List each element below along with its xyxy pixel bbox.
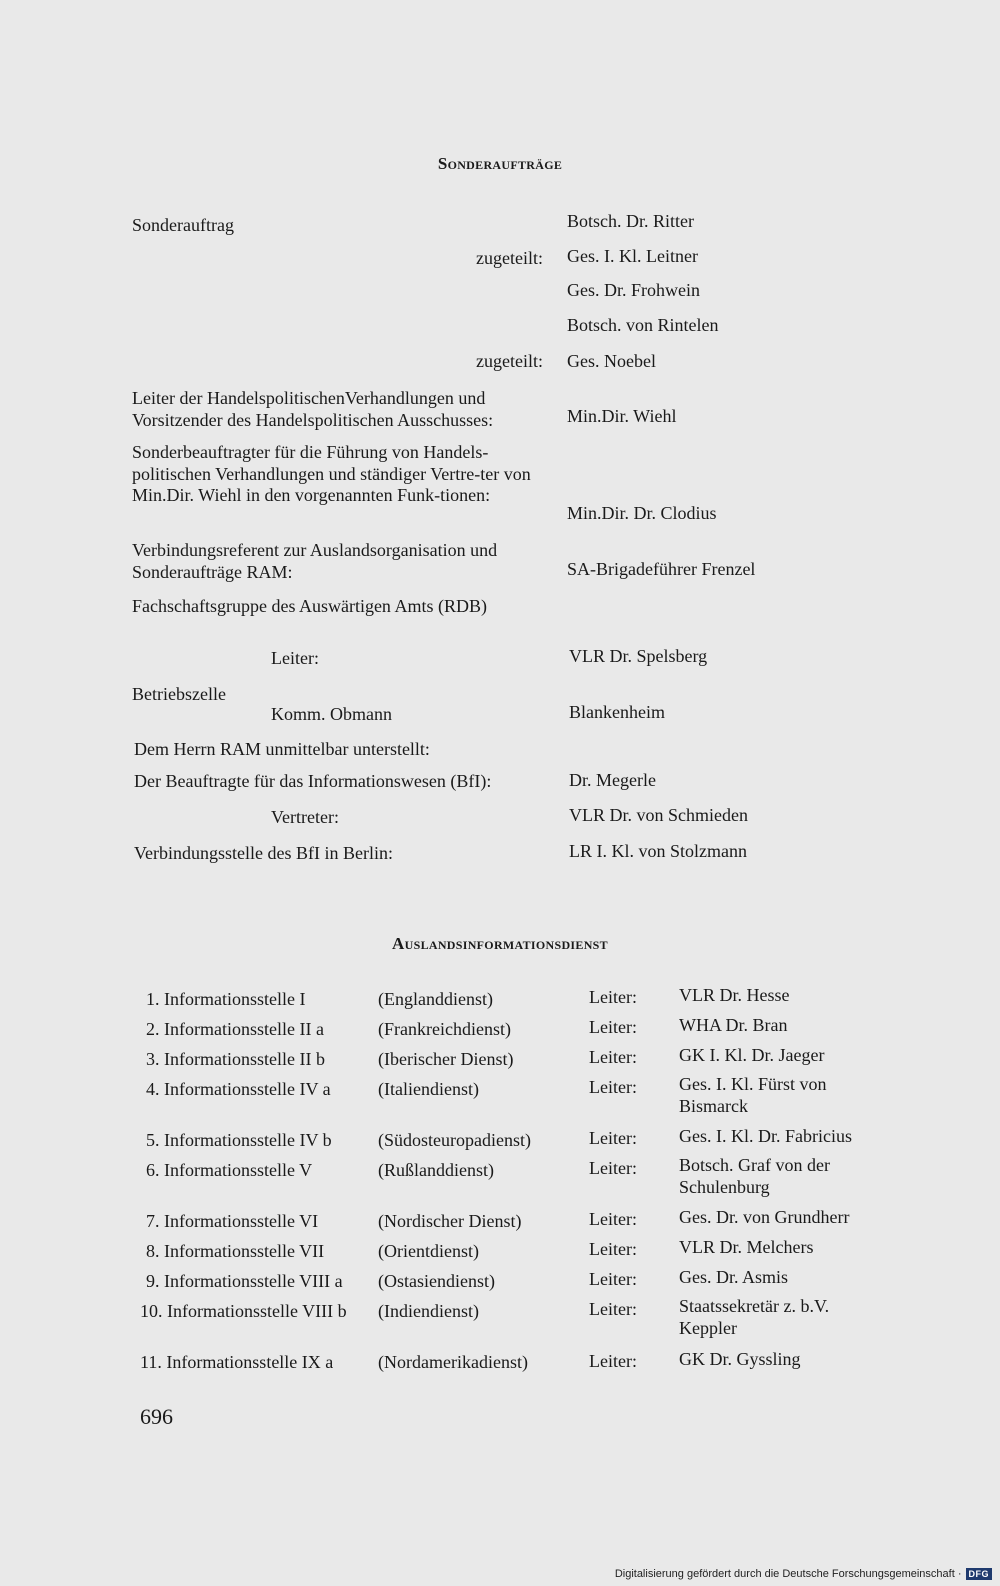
table-cell-name: 5. Informationsstelle IV b [146,1130,332,1150]
row-right-value: Dr. Megerle [569,770,656,790]
row-left-label: Fachschaftsgruppe des Auswärtigen Amts (RDB) [132,596,487,616]
row-right-value: Ges. I. Kl. Leitner [567,246,698,266]
table-cell-leiter-label: Leiter: [589,1351,637,1371]
table-cell-service: (Englanddienst) [378,989,493,1009]
footer-text: Digitalisierung gefördert durch die Deutsche Forschungsgemeinschaft · [614,1568,962,1580]
table-cell-service: (Ostasiendienst) [378,1271,495,1291]
table-cell-name: 10. Informationsstelle VIII b [140,1301,347,1321]
table-cell-person: WHA Dr. Bran [679,1015,788,1035]
table-cell-person: Ges. I. Kl. Fürst von Bismarck [679,1074,827,1116]
table-cell-service: (Südosteuropadienst) [378,1130,531,1150]
table-cell-leiter-label: Leiter: [589,1209,637,1229]
row-left-label: Verbindungsstelle des BfI in Berlin: [134,843,393,863]
row-mid-label: Leiter: [271,648,319,668]
table-cell-service: (Orientdienst) [378,1241,479,1261]
table-cell-name: 2. Informationsstelle II a [146,1019,324,1039]
row-right-value: VLR Dr. Spelsberg [569,646,708,666]
row-right-value: SA-Brigadeführer Frenzel [567,559,756,579]
dfg-logo: DFG [966,1568,993,1580]
table-cell-leiter-label: Leiter: [589,1128,637,1148]
row-mid-label: zugeteilt: [476,351,543,371]
footer-credit [615,1568,992,1580]
row-right-value: LR I. Kl. von Stolzmann [569,841,747,861]
table-cell-service: (Nordamerikadienst) [378,1352,528,1372]
row-left-label: Sonderbeauftragter für die Führung von Handels-politischen Verhandlungen und ständiger Vertre-ter von Min.Dir. Wiehl in den vorgenannten Funk-tionen: [132,442,531,505]
table-cell-leiter-label: Leiter: [589,1077,637,1097]
row-left-label: Dem Herrn RAM unmittelbar unterstellt: [134,739,430,759]
row-right-value: Min.Dir. Dr. Clodius [567,503,717,523]
row-right-value: VLR Dr. von Schmieden [569,805,748,825]
row-left-label: Der Beauftragte für das Informationswesen (BfI): [134,771,492,791]
table-cell-leiter-label: Leiter: [589,1017,637,1037]
table-cell-leiter-label: Leiter: [589,1299,637,1319]
table-cell-person: Staatssekretär z. b.V. Keppler [679,1296,830,1338]
table-cell-leiter-label: Leiter: [589,1158,637,1178]
table-cell-leiter-label: Leiter: [589,1269,637,1289]
table-cell-person: GK I. Kl. Dr. Jaeger [679,1045,825,1065]
table-cell-name: 4. Informationsstelle IV a [146,1079,331,1099]
page-number: 696 [140,1404,173,1429]
table-cell-name: 9. Informationsstelle VIII a [146,1271,343,1291]
table-cell-service: (Italiendienst) [378,1079,479,1099]
row-left-label: Verbindungsreferent zur Auslandsorganisation und Sonderaufträge RAM: [132,540,498,582]
table-cell-service: (Nordischer Dienst) [378,1211,522,1231]
table-cell-person: GK Dr. Gyssling [679,1349,801,1369]
row-mid-label: zugeteilt: [476,248,543,268]
table-cell-service: (Rußlanddienst) [378,1160,494,1180]
table-cell-name: 1. Informationsstelle I [146,989,306,1009]
row-right-value: Ges. Dr. Frohwein [567,280,700,300]
row-right-value: Min.Dir. Wiehl [567,406,677,426]
table-cell-person: VLR Dr. Hesse [679,985,790,1005]
table-cell-name: 8. Informationsstelle VII [146,1241,325,1261]
table-cell-leiter-label: Leiter: [589,987,637,1007]
table-cell-name: 6. Informationsstelle V [146,1160,313,1180]
section-title-auslandsinformationsdienst: Auslandsinformationsdienst [392,934,608,953]
table-cell-service: (Frankreichdienst) [378,1019,511,1039]
table-cell-leiter-label: Leiter: [589,1239,637,1259]
row-right-value: Blankenheim [569,702,665,722]
row-left-label: Sonderauftrag [132,215,234,235]
table-cell-leiter-label: Leiter: [589,1047,637,1067]
section-title-sonderauftraege: Sonderaufträge [437,154,563,173]
table-cell-person: VLR Dr. Melchers [679,1237,814,1257]
row-left-label: Betriebszelle [132,684,226,704]
row-right-value: Botsch. Dr. Ritter [567,211,694,231]
table-cell-person: Botsch. Graf von der Schulenburg [679,1155,830,1197]
table-cell-service: (Indiendienst) [378,1301,479,1321]
table-cell-name: 11. Informationsstelle IX a [140,1352,334,1372]
table-cell-person: Ges. I. Kl. Dr. Fabricius [679,1126,852,1146]
table-cell-name: 3. Informationsstelle II b [146,1049,325,1069]
row-right-value: Botsch. von Rintelen [567,315,719,335]
table-cell-person: Ges. Dr. von Grundherr [679,1207,850,1227]
table-cell-person: Ges. Dr. Asmis [679,1267,789,1287]
table-cell-name: 7. Informationsstelle VI [146,1211,319,1231]
row-left-label: Leiter der HandelspolitischenVerhandlungen und Vorsitzender des Handelspolitischen Ausschusses: [132,388,494,430]
row-mid-label: Vertreter: [271,807,339,827]
table-cell-service: (Iberischer Dienst) [378,1049,514,1069]
row-mid-label: Komm. Obmann [271,704,392,724]
row-right-value: Ges. Noebel [567,351,656,371]
